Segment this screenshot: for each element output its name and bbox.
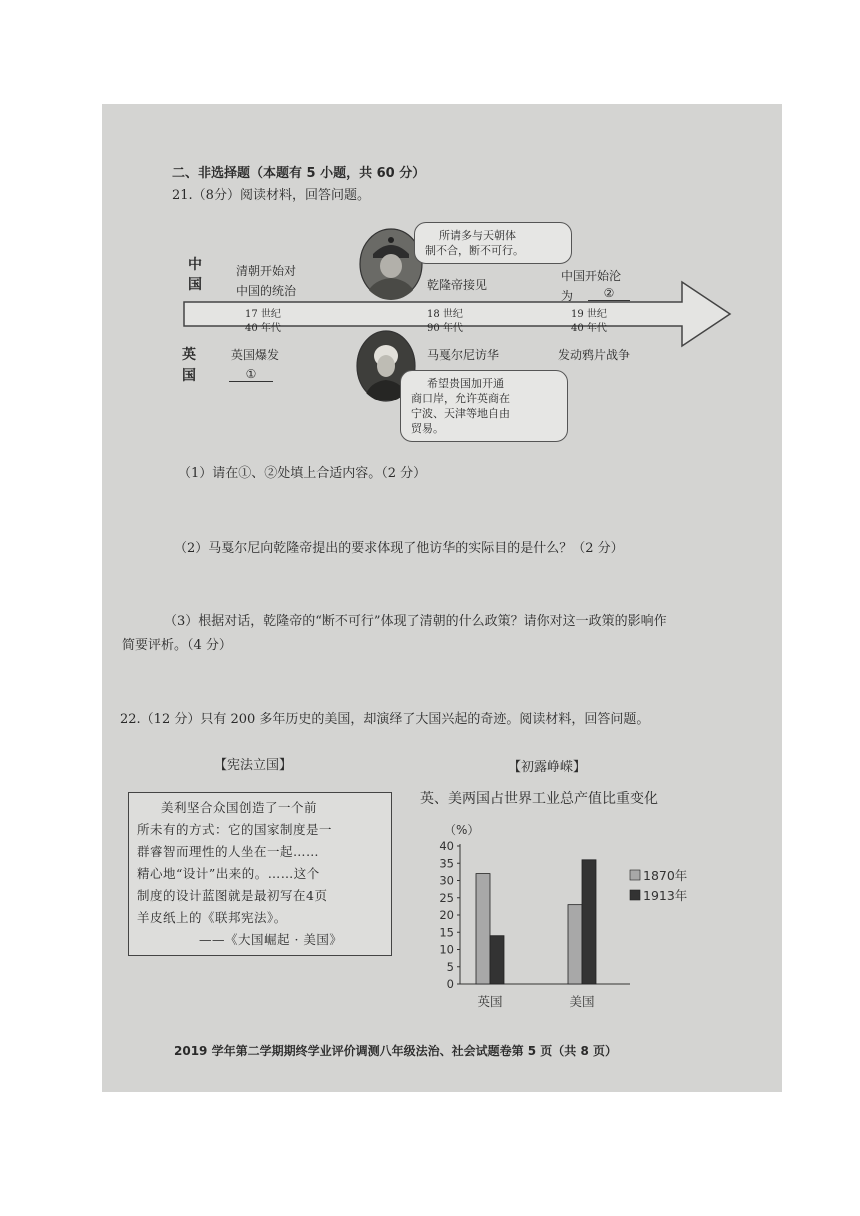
quote-source: ——《大国崛起 · 美国》	[199, 932, 343, 947]
period-18c: 18 世纪	[427, 309, 463, 320]
q22-left-title: 【宪法立国】	[214, 758, 293, 773]
chart-title: 英、美两国占世界工业总产值比重变化	[420, 791, 658, 807]
bar-1-1	[582, 860, 596, 984]
bar-1-0	[568, 905, 582, 984]
y-tick-label: 5	[446, 959, 454, 974]
event-british-revolution: 英国爆发	[231, 348, 280, 362]
qianlong-speech-line-1: 所请多与天朝体	[439, 229, 516, 242]
chart-y-unit: （%）	[444, 823, 480, 837]
event-china-decline-1: 中国开始沦	[561, 269, 622, 283]
period-19c-decade: 40 年代	[571, 323, 607, 334]
period-19c: 19 世纪	[571, 309, 607, 320]
event-opium-war: 发动鸦片战争	[558, 348, 631, 362]
qianlong-speech-bubble	[414, 222, 572, 264]
constitution-quote-box	[128, 792, 392, 956]
q21-heading: 21.（8分）阅读材料，回答问题。	[172, 188, 370, 203]
y-tick-label: 30	[439, 873, 454, 888]
period-18c-decade: 90 年代	[427, 323, 463, 334]
macartney-speech-line-2: 商口岸，允许英商在	[411, 392, 510, 405]
q21-subquestion-3-line-1: （3）根据对话，乾隆帝的“断不可行”体现了清朝的什么政策？请你对这一政策的影响作	[164, 614, 667, 629]
legend-swatch	[630, 870, 640, 880]
label-britain-1: 英	[182, 347, 196, 363]
legend-swatch	[630, 890, 640, 900]
section-title: 二、非选择题（本题有 5 小题，共 60 分）	[172, 166, 426, 181]
exam-page	[102, 104, 782, 1092]
event-macartney: 马戛尔尼访华	[427, 348, 500, 362]
bar-0-1	[490, 936, 504, 984]
blank-1: ①	[229, 367, 273, 382]
bar-0-0	[476, 874, 490, 984]
legend-label: 1870年	[643, 868, 688, 883]
quote-line-5: 制度的设计蓝图就是最初写在4页	[137, 888, 328, 903]
quote-line-2: 所未有的方式：它的国家制度是一	[137, 822, 333, 837]
y-tick-label: 0	[446, 977, 454, 991]
macartney-speech-line-1: 希望贵国加开通	[427, 377, 504, 390]
q21-subquestion-3-line-2: 简要评析。（4 分）	[122, 638, 232, 653]
y-tick-label: 25	[439, 890, 454, 905]
q21-subquestion-1: （1）请在①、②处填上合适内容。（2 分）	[178, 466, 427, 481]
event-qing-2: 中国的统治	[236, 284, 297, 298]
y-tick-label: 20	[439, 908, 454, 922]
q22-right-title: 【初露峥嵘】	[508, 760, 587, 775]
quote-line-3: 群睿智而理性的人坐在一起……	[137, 844, 320, 859]
q21-subquestion-2: （2）马戛尔尼向乾隆帝提出的要求体现了他访华的实际目的是什么？（2 分）	[174, 541, 624, 556]
y-tick-label: 35	[439, 856, 454, 871]
macartney-speech-bubble	[400, 370, 568, 442]
y-tick-label: 40	[439, 839, 454, 853]
event-qing-1: 清朝开始对	[236, 264, 297, 278]
legend-label: 1913年	[643, 888, 688, 903]
period-17c: 17 世纪	[245, 309, 281, 320]
qianlong-speech-line-2: 制不合，断不可行。	[425, 244, 524, 257]
event-qianlong: 乾隆帝接见	[427, 278, 488, 292]
industrial-output-bar-chart	[420, 818, 720, 1008]
x-category-label: 美国	[569, 994, 595, 1008]
macartney-speech-line-3: 宁波、天津等地自由	[411, 407, 510, 420]
event-china-decline-2: 为	[561, 289, 574, 303]
y-tick-label: 15	[439, 925, 454, 940]
blank-2: ②	[588, 286, 630, 301]
quote-line-6: 羊皮纸上的《联邦宪法》。	[137, 910, 287, 925]
quote-line-4: 精心地“设计”出来的。……这个	[137, 866, 320, 881]
period-17c-decade: 40 年代	[245, 323, 281, 334]
macartney-speech-line-4: 贸易。	[411, 422, 444, 435]
page-footer: 2019 学年第二学期期终学业评价调测八年级法治、社会试题卷第 5 页（共 8 页）	[174, 1044, 617, 1058]
label-china-2: 国	[188, 277, 202, 293]
label-china-1: 中	[188, 257, 202, 273]
label-britain-2: 国	[182, 368, 196, 384]
quote-line-1: 美利坚合众国创造了一个前	[161, 800, 318, 815]
x-category-label: 英国	[477, 994, 503, 1008]
q22-heading: 22.（12 分）只有 200 多年历史的美国，却演绎了大国兴起的奇迹。阅读材料，回答问题。	[120, 712, 650, 727]
y-tick-label: 10	[439, 942, 454, 957]
